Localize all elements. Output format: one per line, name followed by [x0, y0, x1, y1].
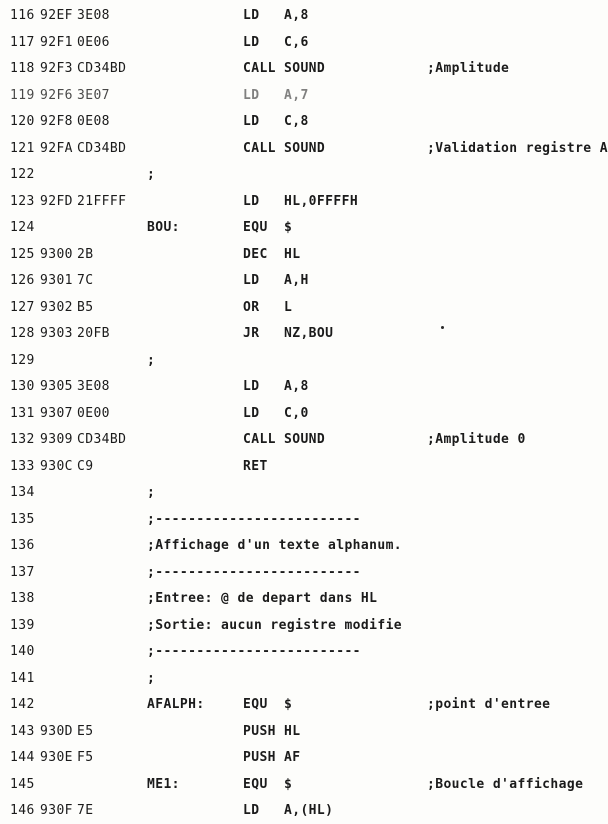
- opcode-bytes: 7E: [77, 803, 94, 818]
- mnemonic: OR: [243, 299, 260, 315]
- operand: SOUND: [284, 61, 326, 76]
- operand: HL,0FFFFH: [284, 193, 359, 209]
- line-number: 144: [10, 750, 35, 765]
- comment: ;Validation registre A: [427, 140, 608, 156]
- opcode-bytes: B5: [77, 299, 94, 315]
- line-number: 123: [10, 193, 35, 209]
- opcode-bytes: E5: [77, 723, 94, 739]
- address: 9301: [40, 273, 73, 288]
- mnemonic: LD: [243, 114, 260, 129]
- opcode-bytes: CD34BD: [77, 432, 127, 447]
- line-number: 141: [10, 670, 35, 686]
- operand: HL: [284, 246, 301, 262]
- operand: A,(HL): [284, 803, 334, 818]
- address: 9303: [40, 326, 73, 341]
- comment: ;Boucle d'affichage: [427, 776, 584, 792]
- line-number: 122: [10, 167, 35, 182]
- opcode-bytes: 20FB: [77, 326, 110, 341]
- operand: A,H: [284, 273, 309, 288]
- mnemonic: LD: [243, 8, 260, 23]
- line-number: 132: [10, 432, 35, 447]
- line-number: 137: [10, 564, 35, 580]
- opcode-bytes: F5: [77, 750, 94, 765]
- address: 9305: [40, 379, 73, 394]
- label: ;Entree: @ de depart dans HL: [147, 591, 378, 606]
- mnemonic: LD: [243, 273, 260, 288]
- label: AFALPH:: [147, 697, 205, 712]
- mnemonic: CALL: [243, 140, 276, 156]
- line-number: 118: [10, 61, 35, 76]
- operand: SOUND: [284, 140, 326, 156]
- operand: HL: [284, 723, 301, 739]
- address: 92F8: [40, 114, 73, 129]
- comment: ;Amplitude 0: [427, 432, 526, 447]
- opcode-bytes: C9: [77, 458, 94, 474]
- listing-row: [0, 618, 608, 640]
- address: 9309: [40, 432, 73, 447]
- listing-row: [0, 565, 608, 587]
- line-number: 128: [10, 326, 35, 341]
- label: ;Sortie: aucun registre modifie: [147, 617, 403, 633]
- mnemonic: JR: [243, 326, 260, 341]
- line-number: 120: [10, 114, 35, 129]
- listing-row: [0, 777, 608, 799]
- label: ;-------------------------: [147, 511, 361, 527]
- line-number: 139: [10, 617, 35, 633]
- mnemonic: LD: [243, 87, 260, 103]
- label: ;: [147, 485, 156, 500]
- address: 92FD: [40, 193, 73, 209]
- mnemonic: LD: [243, 803, 260, 818]
- operand: AF: [284, 750, 301, 765]
- operand: L: [284, 299, 293, 315]
- address: 930C: [40, 458, 73, 474]
- mnemonic: LD: [243, 405, 260, 421]
- label: ;: [147, 670, 156, 686]
- listing-row: [0, 353, 608, 375]
- line-number: 142: [10, 697, 35, 712]
- listing-row: [0, 273, 608, 295]
- line-number: 136: [10, 538, 35, 553]
- label: ;-------------------------: [147, 644, 361, 659]
- address: 9307: [40, 405, 73, 421]
- line-number: 138: [10, 591, 35, 606]
- listing-row: [0, 538, 608, 560]
- line-number: 117: [10, 34, 35, 50]
- listing-row: [0, 326, 608, 348]
- opcode-bytes: 2B: [77, 246, 94, 262]
- listing-row: [0, 300, 608, 322]
- label: BOU:: [147, 220, 180, 235]
- line-number: 146: [10, 803, 35, 818]
- listing-row: [0, 644, 608, 666]
- line-number: 125: [10, 246, 35, 262]
- listing-row: [0, 697, 608, 719]
- line-number: 140: [10, 644, 35, 659]
- operand: $: [284, 220, 293, 235]
- opcode-bytes: 0E08: [77, 114, 110, 129]
- opcode-bytes: CD34BD: [77, 61, 127, 76]
- mnemonic: EQU: [243, 776, 268, 792]
- listing-row: [0, 61, 608, 83]
- listing-row: [0, 88, 608, 110]
- address: 9302: [40, 299, 73, 315]
- mnemonic: PUSH: [243, 723, 276, 739]
- mnemonic: LD: [243, 34, 260, 50]
- address: 92EF: [40, 8, 73, 23]
- listing-row: [0, 8, 608, 30]
- mnemonic: LD: [243, 379, 260, 394]
- address: 930F: [40, 803, 73, 818]
- line-number: 134: [10, 485, 35, 500]
- opcode-bytes: 3E08: [77, 8, 110, 23]
- address: 930D: [40, 723, 73, 739]
- address: 92FA: [40, 140, 73, 156]
- operand: A,8: [284, 379, 309, 394]
- mnemonic: CALL: [243, 432, 276, 447]
- operand: SOUND: [284, 432, 326, 447]
- line-number: 121: [10, 140, 35, 156]
- stray-ink-dot: [441, 326, 444, 329]
- listing-row: [0, 724, 608, 746]
- mnemonic: EQU: [243, 220, 268, 235]
- listing-row: [0, 220, 608, 242]
- listing-row: [0, 803, 608, 824]
- listing-row: [0, 485, 608, 507]
- operand: $: [284, 776, 293, 792]
- listing-row: [0, 194, 608, 216]
- opcode-bytes: CD34BD: [77, 140, 127, 156]
- operand: A,7: [284, 87, 309, 103]
- address: 92F6: [40, 87, 73, 103]
- line-number: 124: [10, 220, 35, 235]
- listing-row: [0, 247, 608, 269]
- line-number: 116: [10, 8, 35, 23]
- address: 9300: [40, 246, 73, 262]
- address: 92F1: [40, 34, 73, 50]
- listing-row: [0, 379, 608, 401]
- line-number: 133: [10, 458, 35, 474]
- label: ;-------------------------: [147, 564, 361, 580]
- mnemonic: LD: [243, 193, 260, 209]
- listing-row: [0, 432, 608, 454]
- opcode-bytes: 0E06: [77, 34, 110, 50]
- label: ME1:: [147, 776, 180, 792]
- line-number: 135: [10, 511, 35, 527]
- line-number: 143: [10, 723, 35, 739]
- listing-row: [0, 671, 608, 693]
- listing-row: [0, 141, 608, 163]
- label: ;: [147, 167, 156, 182]
- opcode-bytes: 7C: [77, 273, 94, 288]
- line-number: 129: [10, 352, 35, 368]
- comment: ;Amplitude: [427, 61, 510, 76]
- mnemonic: PUSH: [243, 750, 276, 765]
- line-number: 126: [10, 273, 35, 288]
- operand: C,6: [284, 34, 309, 50]
- mnemonic: CALL: [243, 61, 276, 76]
- opcode-bytes: 21FFFF: [77, 193, 127, 209]
- listing-row: [0, 459, 608, 481]
- operand: NZ,BOU: [284, 326, 334, 341]
- listing-row: [0, 35, 608, 57]
- opcode-bytes: 3E08: [77, 379, 110, 394]
- operand: $: [284, 697, 293, 712]
- operand: C,8: [284, 114, 309, 129]
- listing-row: [0, 591, 608, 613]
- line-number: 119: [10, 87, 35, 103]
- listing-row: [0, 512, 608, 534]
- mnemonic: EQU: [243, 697, 268, 712]
- address: 92F3: [40, 61, 73, 76]
- opcode-bytes: 3E07: [77, 87, 110, 103]
- mnemonic: RET: [243, 458, 268, 474]
- opcode-bytes: 0E00: [77, 405, 110, 421]
- line-number: 145: [10, 776, 35, 792]
- label: ;: [147, 352, 156, 368]
- address: 930E: [40, 750, 73, 765]
- line-number: 131: [10, 405, 35, 421]
- label: ;Affichage d'un texte alphanum.: [147, 538, 403, 553]
- line-number: 130: [10, 379, 35, 394]
- listing-row: [0, 114, 608, 136]
- listing-row: [0, 406, 608, 428]
- comment: ;point d'entree: [427, 697, 551, 712]
- operand: A,8: [284, 8, 309, 23]
- listing-row: [0, 750, 608, 772]
- mnemonic: DEC: [243, 246, 268, 262]
- line-number: 127: [10, 299, 35, 315]
- listing-row: [0, 167, 608, 189]
- operand: C,0: [284, 405, 309, 421]
